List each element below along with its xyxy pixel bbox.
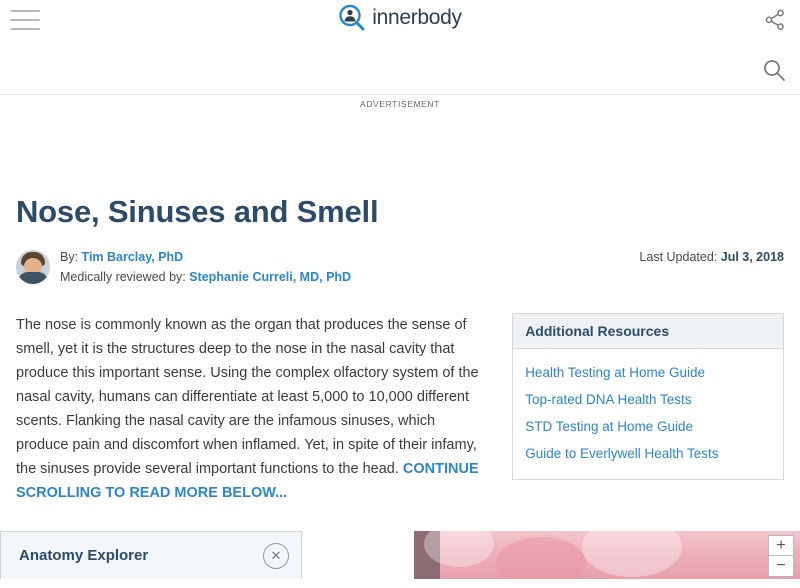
avatar-body xyxy=(18,272,48,284)
byline-left xyxy=(16,248,351,287)
page-content xyxy=(0,193,800,505)
advertisement-label: ADVERTISEMENT xyxy=(360,99,440,109)
reviewed-prefix: Medically reviewed by: xyxy=(60,269,186,284)
content-columns xyxy=(16,313,784,506)
zoom-out-button[interactable]: − xyxy=(768,556,794,577)
anatomy-explorer-title: Anatomy Explorer xyxy=(19,547,149,565)
site-logo[interactable] xyxy=(0,4,800,31)
last-updated-value: Jul 3, 2018 xyxy=(720,250,784,265)
resource-link-dna-tests[interactable]: Top-rated DNA Health Tests xyxy=(525,391,692,407)
zoom-in-button[interactable]: + xyxy=(768,535,794,556)
illustration-blob xyxy=(582,531,682,577)
page-title: Nose, Sinuses and Smell xyxy=(16,194,379,229)
share-icon[interactable] xyxy=(764,8,786,32)
resource-link-health-testing[interactable]: Health Testing at Home Guide xyxy=(525,364,706,380)
logo-text: innerbody xyxy=(372,5,462,29)
author-link[interactable]: Tim Barclay, PhD xyxy=(81,250,184,265)
illustration-blob xyxy=(496,537,586,579)
zoom-controls xyxy=(768,535,794,577)
continue-scrolling-link[interactable]: CONTINUE SCROLLING TO READ MORE BELOW... xyxy=(16,461,479,502)
additional-resources-list xyxy=(513,349,783,479)
resource-link-std-testing[interactable]: STD Testing at Home Guide xyxy=(525,418,694,434)
additional-resources-heading: Additional Resources xyxy=(513,314,783,349)
anatomy-explorer-panel xyxy=(0,531,302,579)
byline-prefix: By: xyxy=(60,250,79,265)
advertisement-slot xyxy=(0,95,800,179)
resource-link-everlywell[interactable]: Guide to Everlywell Health Tests xyxy=(525,445,719,461)
byline-row xyxy=(16,248,784,287)
anatomy-explorer xyxy=(0,531,800,579)
reviewer-line xyxy=(60,268,351,287)
last-updated-label: Last Updated: xyxy=(639,250,718,265)
byline-text xyxy=(60,248,351,287)
article-paragraph: The nose is commonly known as the organ that produces the sense of smell, yet it is the structures deep to the nose in the nasal cavity that produce this important sense. Using the complex olfactory system of the nasal cavity, humans can differentiate at least 5,000 to 10,000 different scents. Flanking the nasal cavity are the infamous sinuses, which produce pain and discomfort when inflamed. Yet, in spite of their infamy, the sinuses provide several important functions to the head. xyxy=(16,316,479,478)
last-updated xyxy=(639,250,784,264)
search-icon[interactable] xyxy=(762,58,786,82)
close-icon[interactable]: ✕ xyxy=(263,543,289,569)
anatomy-illustration[interactable] xyxy=(414,531,800,579)
additional-resources-panel xyxy=(512,313,784,480)
article-body xyxy=(16,313,484,506)
author-avatar xyxy=(16,250,50,284)
author-line xyxy=(60,248,351,267)
magnifier-person-logo-icon xyxy=(338,4,365,31)
reviewer-link[interactable]: Stephanie Curreli, MD, PhD xyxy=(189,269,352,284)
site-header xyxy=(0,0,800,95)
